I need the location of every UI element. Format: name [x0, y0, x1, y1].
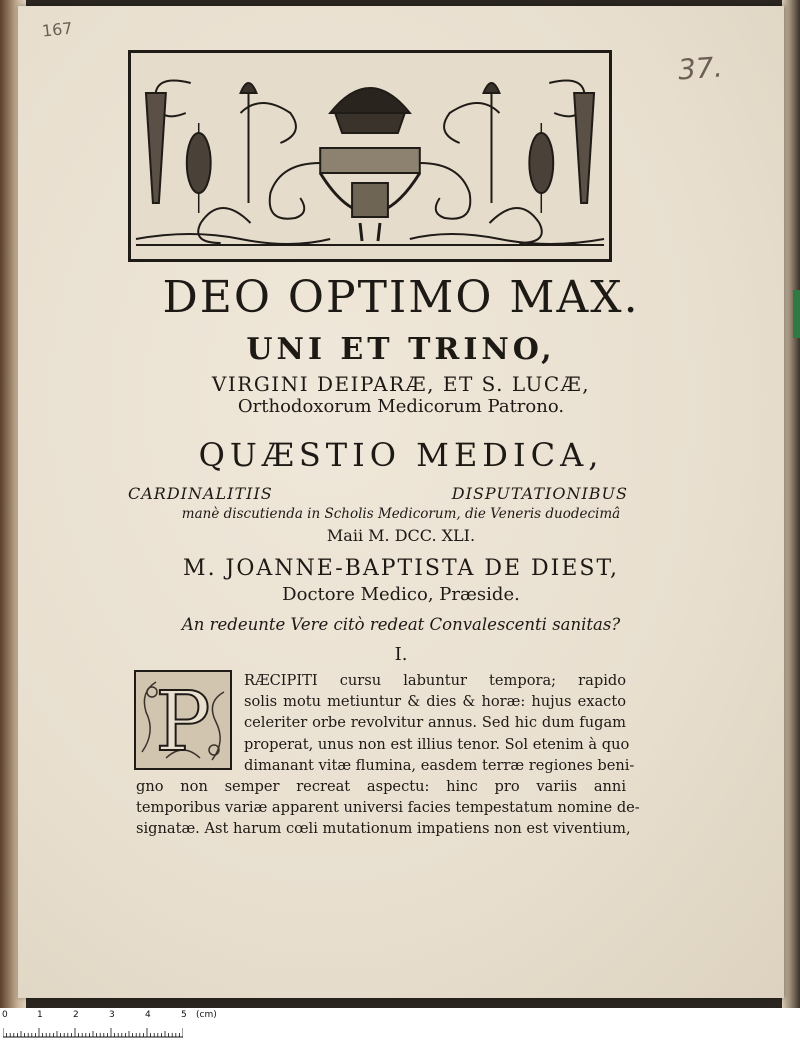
- scale-label: 2: [73, 1010, 79, 1020]
- heading-disputationibus: CARDINALITIIS DISPUTATIONIBUS: [128, 484, 628, 503]
- heading-dedication: DEO OPTIMO MAX.: [162, 272, 640, 323]
- text-line: gno non semper recreat aspectu: hinc pro variis anni: [136, 778, 626, 795]
- scale-label: 4: [145, 1010, 151, 1020]
- scale-label: 0: [2, 1010, 8, 1020]
- text-line: temporibus variæ apparent universi facies tempestatum nomine de-: [136, 799, 640, 817]
- text-line: dimanant vitæ flumina, easdem terræ regiones beni-: [244, 756, 635, 774]
- heading-virgin: VIRGINI DEIPARÆ, ET S. LUCÆ,: [211, 372, 591, 396]
- thesis-question: An redeunte Vere citò redeat Convalescenti sanitas?: [181, 615, 621, 634]
- heading-patron: Orthodoxorum Medicorum Patrono.: [237, 396, 565, 417]
- dropcap-letter: P: [155, 675, 211, 768]
- page-stack-edge: [782, 0, 800, 1008]
- heading-praeses-name: M. JOANNE-BAPTISTA DE DIEST,: [183, 556, 619, 581]
- text-line: properat, unus non est illius tenor. Sol etenim à quo: [244, 735, 630, 753]
- headpiece-ornament: [128, 50, 612, 262]
- paragraph-beside-initial: [244, 670, 635, 776]
- scale-label: 3: [109, 1010, 115, 1020]
- text-line: signatæ. Ast harum cœli mutationum impatiens non est viventium,: [136, 820, 631, 838]
- scale-bar: [0, 1008, 800, 1040]
- heading-date: Maii M. DCC. XLI.: [326, 526, 476, 545]
- paragraph-full-width: [136, 776, 640, 840]
- scale-ticks: [3, 1028, 183, 1038]
- document-page: [18, 6, 784, 998]
- heading-quaestio: QUÆSTIO MEDICA,: [198, 436, 604, 474]
- section-number: I.: [394, 644, 408, 665]
- text-line: celeriter orbe revolvitur annus. Sed hic dum fugam: [244, 714, 626, 732]
- heading-trinity: UNI ET TRINO,: [246, 332, 556, 367]
- dropcap-initial: [134, 670, 232, 770]
- text-line: solis motu metiuntur & dies & horæ: hujus exacto: [244, 693, 626, 711]
- heading-discutienda: manè discutienda in Scholis Medicorum, die Veneris duodecimâ: [181, 506, 621, 522]
- heading-praeses-title: Doctore Medico, Præside.: [282, 584, 520, 605]
- page-pencil-note: 37.: [676, 50, 724, 87]
- scale-label: 1: [37, 1010, 43, 1020]
- text-line: RÆCIPITI cursu labuntur tempora; rapido: [244, 672, 626, 689]
- scale-label: 5: [181, 1010, 187, 1020]
- scale-unit: (cm): [196, 1010, 217, 1020]
- folio-pencil-note: 167: [41, 18, 74, 41]
- bookmark-tab: [793, 290, 800, 338]
